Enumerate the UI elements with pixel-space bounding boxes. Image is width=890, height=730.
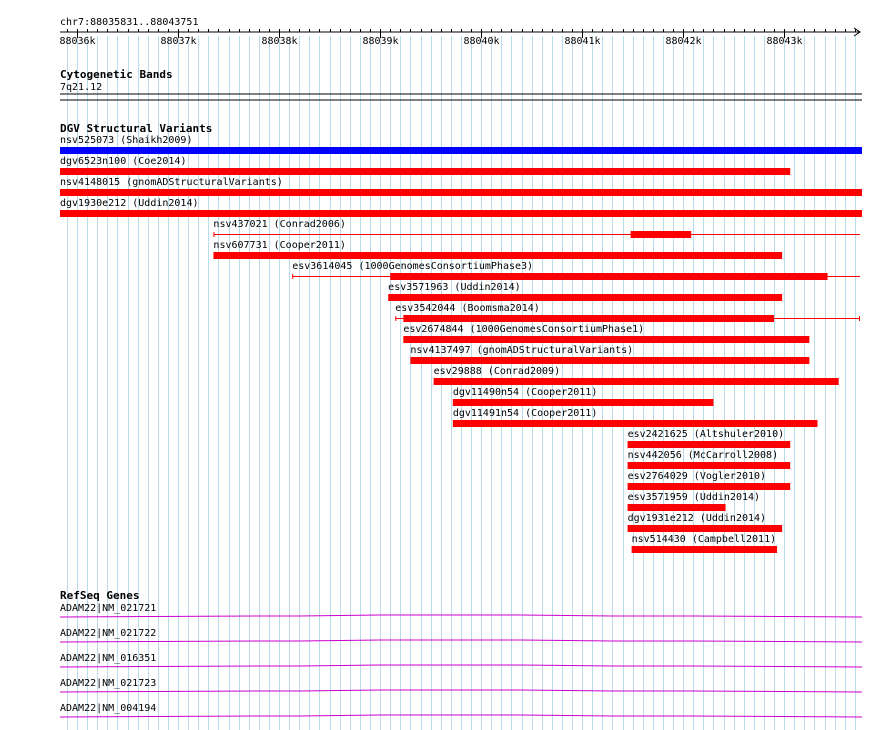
sv-feature[interactable]: [410, 345, 809, 364]
sv-feature-source: Cooper2011: [531, 387, 592, 398]
sv-feature-label: esv3571963 (Uddin2014): [388, 282, 521, 293]
sv-feature-source: Uddin2014: [699, 492, 755, 503]
sv-feature-label: esv2421625 (Altshuler2010): [627, 429, 785, 440]
sv-feature-source: Cooper2011: [279, 240, 340, 251]
sv-feature-label: nsv4137497 (gnomADStructuralVariants): [410, 345, 634, 356]
sv-feature[interactable]: [60, 156, 790, 175]
sv-feature-source: Conrad2009: [493, 366, 555, 377]
sv-feature-id: esv2674844: [403, 324, 464, 335]
sv-feature-id: esv3571959: [627, 492, 688, 503]
sv-feature-label: esv3614045 (1000GenomesConsortiumPhase3): [292, 261, 534, 272]
sv-bar: [410, 357, 809, 364]
sv-feature-id: esv3614045: [292, 261, 353, 272]
sv-feature-label: esv3571959 (Uddin2014): [627, 492, 761, 503]
sv-feature-label: dgv11491n54 (Cooper2011): [452, 408, 598, 419]
sv-bar: [434, 378, 839, 385]
sv-feature[interactable]: [434, 366, 839, 385]
sv-bar: [628, 441, 791, 448]
region-label: chr7:88035831..88043751: [60, 17, 199, 28]
sv-feature-id: nsv437021: [213, 219, 268, 230]
sv-feature[interactable]: [628, 429, 791, 448]
sv-feature-id: dgv11491n54: [452, 408, 520, 419]
sv-feature[interactable]: [632, 534, 777, 553]
sv-feature-source: 1000GenomesConsortiumPhase3: [364, 261, 528, 272]
sv-feature-id: dgv6523n100: [60, 156, 127, 167]
sv-bar: [403, 336, 809, 343]
sv-feature-id: esv2421625: [627, 429, 688, 440]
sv-bar: [60, 189, 862, 196]
sv-bar: [60, 147, 862, 154]
sv-feature-id: nsv4137497: [410, 345, 471, 356]
sv-feature-id: nsv525073: [60, 135, 115, 146]
sv-feature[interactable]: [388, 282, 782, 301]
sv-feature-label: dgv11490n54 (Cooper2011): [452, 387, 598, 398]
sv-feature[interactable]: [213, 219, 860, 238]
sv-bar: [628, 462, 791, 469]
sv-bar: [388, 294, 782, 301]
sv-feature-id: esv3542044: [395, 303, 456, 314]
ruler-tick-label: 88041k: [564, 36, 601, 47]
sv-feature[interactable]: [628, 450, 791, 469]
sv-bar: [60, 168, 790, 175]
sv-feature[interactable]: [628, 492, 760, 511]
sv-feature-source: Uddin2014: [705, 513, 761, 524]
sv-feature[interactable]: [628, 513, 783, 532]
sv-feature-id: nsv442056: [627, 450, 682, 461]
sv-feature-id: esv2764029: [627, 471, 688, 482]
sv-feature-id: dgv11490n54: [452, 387, 520, 398]
sv-feature-source: gnomADStructuralVariants: [132, 177, 277, 188]
ruler-track: [59, 17, 860, 47]
sv-feature-source: gnomADStructuralVariants: [482, 345, 628, 356]
ruler-tick-label: 88039k: [362, 36, 399, 47]
cytoband-label[interactable]: 7q21.12: [60, 82, 103, 93]
sv-feature-source: 1000GenomesConsortiumPhase1: [475, 324, 639, 335]
cytoband-track-title: Cytogenetic Bands: [60, 68, 173, 81]
sv-feature-label: nsv442056 (McCarroll2008): [627, 450, 779, 461]
sv-feature-id: esv3571963: [388, 282, 449, 293]
sv-bar: [453, 399, 714, 406]
ruler-tick-label: 88040k: [463, 36, 500, 47]
sv-feature-source: Vogler2010: [699, 471, 761, 482]
sv-bar: [453, 420, 818, 427]
dgv-track-title: DGV Structural Variants: [60, 122, 213, 135]
sv-bar: [632, 546, 777, 553]
sv-feature-source: Shaikh2009: [126, 135, 187, 146]
sv-feature-label: nsv514430 (Campbell2011): [631, 534, 777, 545]
sv-feature-id: nsv4148015: [60, 177, 121, 188]
sv-bar: [403, 315, 774, 322]
refseq-track-title: RefSeq Genes: [60, 589, 140, 602]
sv-feature-source: Coe2014: [138, 156, 181, 167]
sv-feature-source: Campbell2011: [697, 534, 771, 545]
gene-label: ADAM22|NM_021721: [60, 603, 157, 614]
sv-feature-label: nsv525073 (Shaikh2009): [60, 135, 193, 146]
sv-feature-label: esv2674844 (1000GenomesConsortiumPhase1): [403, 324, 645, 335]
ruler-tick-label: 88037k: [160, 36, 197, 47]
ruler-tick-label: 88042k: [665, 36, 702, 47]
sv-feature-label: esv3542044 (Boomsma2014): [395, 303, 540, 314]
sv-feature-id: esv29888: [433, 366, 482, 377]
sv-feature-id: nsv514430: [631, 534, 686, 545]
sv-feature-id: nsv607731: [213, 240, 268, 251]
ruler-tick-label: 88036k: [59, 36, 96, 47]
gene-label: ADAM22|NM_021722: [60, 628, 157, 639]
sv-feature-id: dgv1930e212: [60, 198, 127, 209]
sv-feature-source: Uddin2014: [138, 198, 193, 209]
sv-feature-label: dgv6523n100 (Coe2014): [60, 156, 187, 167]
sv-bar: [390, 273, 827, 280]
sv-feature-label: nsv437021 (Conrad2006): [213, 219, 346, 230]
sv-feature-source: Uddin2014: [460, 282, 515, 293]
sv-feature[interactable]: [453, 408, 818, 427]
ruler-tick-label: 88043k: [766, 36, 803, 47]
sv-bar: [628, 525, 783, 532]
ruler-tick-label: 88038k: [261, 36, 298, 47]
sv-bar: [631, 231, 692, 238]
sv-feature-label: nsv4148015 (gnomADStructuralVariants): [60, 177, 283, 188]
sv-bar: [628, 483, 791, 490]
sv-feature-source: Boomsma2014: [467, 303, 534, 314]
sv-feature-source: Altshuler2010: [699, 429, 779, 440]
sv-feature[interactable]: [395, 303, 860, 322]
sv-feature[interactable]: [628, 471, 791, 490]
sv-feature[interactable]: [453, 387, 714, 406]
sv-feature-label: esv29888 (Conrad2009): [433, 366, 561, 377]
sv-feature-label: nsv607731 (Cooper2011): [213, 240, 346, 251]
sv-feature[interactable]: [213, 240, 782, 259]
sv-feature-label: dgv1931e212 (Uddin2014): [627, 513, 767, 524]
sv-feature-source: McCarroll2008: [693, 450, 773, 461]
sv-feature-label: esv2764029 (Vogler2010): [627, 471, 767, 482]
sv-feature-label: dgv1930e212 (Uddin2014): [60, 198, 199, 209]
gene-label: ADAM22|NM_004194: [60, 703, 157, 714]
sv-bar: [628, 504, 726, 511]
sv-feature-source: Conrad2006: [279, 219, 340, 230]
sv-feature[interactable]: [403, 324, 809, 343]
sv-feature-source: Cooper2011: [531, 408, 592, 419]
gene-label: ADAM22|NM_021723: [60, 678, 157, 689]
gene-label: ADAM22|NM_016351: [60, 653, 157, 664]
sv-bar: [213, 252, 782, 259]
sv-bar: [60, 210, 862, 217]
sv-feature-id: dgv1931e212: [627, 513, 694, 524]
